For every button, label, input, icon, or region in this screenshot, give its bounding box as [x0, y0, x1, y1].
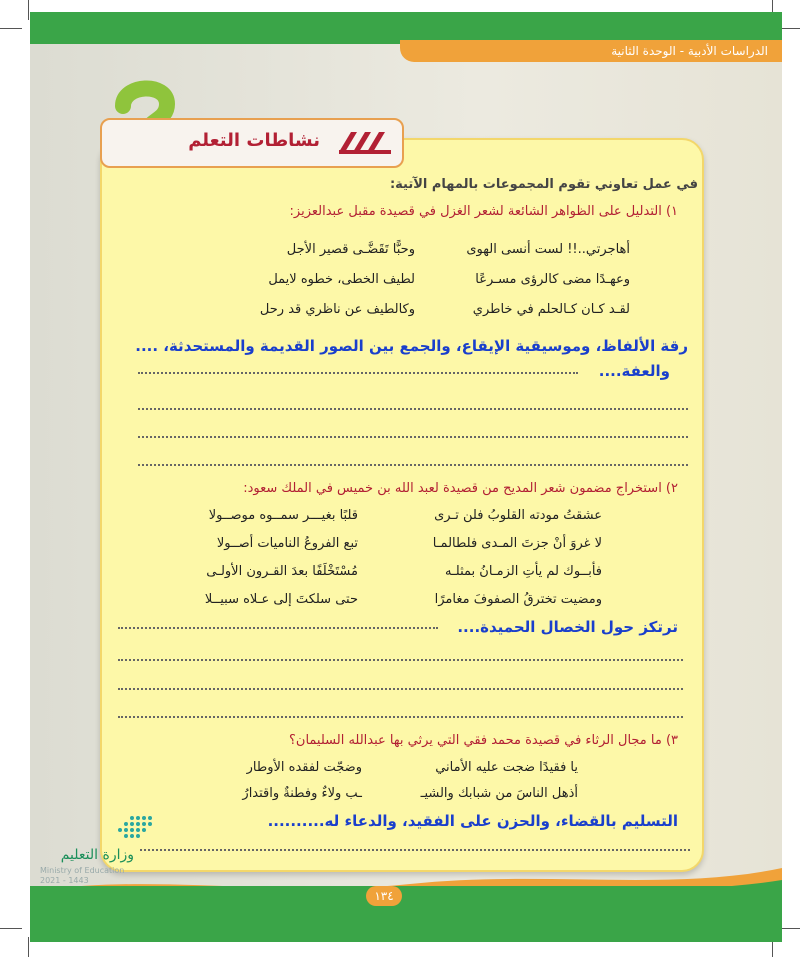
ministry-name: وزارة التعليم	[60, 847, 134, 863]
verse-left: قلبًا بغيـــر سمــوه موصــولا	[208, 508, 358, 523]
verse-left: تبع الفروعُ الناميات أصــولا	[216, 536, 358, 551]
verse-left: حتى سلكتَ إلى عـلاه سبيــلا	[204, 592, 358, 607]
answer-line	[138, 398, 688, 410]
verse-left: ـب ولاءٌ وفطنةٌ واقتدارُ	[242, 786, 362, 801]
verse-right: ومضيت تخترقُ الصفوفَ مغامرًا	[434, 592, 602, 607]
crop-mark	[0, 28, 22, 29]
answer-line	[140, 839, 690, 851]
task3-answer: التسليم بالقضاء، والحزن على الفقيد، والدعاء له..........	[267, 812, 678, 830]
verse-right: أذهل الناسَ من شبابك والشيـ	[420, 786, 578, 801]
ministry-name-en: Ministry of Education	[40, 866, 125, 875]
answer-line	[138, 362, 578, 374]
verse-left: وحبًّا تَقَضَّـى قصير الأجل	[286, 242, 415, 257]
bottom-bar	[30, 886, 782, 942]
verse-left: وكالطيف عن ناظري قد رحل	[259, 302, 415, 317]
task3-prompt: ٣) ما مجال الرثاء في قصيدة محمد فقي التي يرثي بها عبدالله السليمان؟	[289, 733, 678, 748]
answer-line	[138, 454, 688, 466]
crop-mark	[28, 937, 29, 957]
verse-left: مُسْتَخْلَفًا بعدَ القـرون الأولـى	[206, 564, 358, 579]
verse-right: عشقتُ مودته القلوبُ فلن تـرى	[434, 508, 602, 523]
verse-right: فأبــوك لم يأتِ الزمـانُ بمثلـه	[445, 564, 602, 579]
page-number: ١٣٤	[366, 886, 402, 906]
edition-year: 2021 - 1443	[40, 876, 89, 885]
verse-left: لطيف الخطى، خطوه لايمل	[268, 272, 415, 287]
task1-prompt: ١) التدليل على الظواهر الشائعة لشعر الغزل في قصيدة مقبل عبدالعزيز:	[289, 204, 678, 219]
answer-line	[118, 617, 438, 629]
section-label: الدراسات الأدبية - الوحدة الثانية	[400, 40, 782, 62]
banner-title: نشاطات التعلم	[188, 130, 320, 151]
verse-left: وضجّت لفقده الأوطار	[246, 760, 362, 775]
answer-line	[118, 678, 683, 690]
answer-line	[138, 426, 688, 438]
answer-line	[118, 649, 683, 661]
task1-answer-continued: والعفة....	[598, 362, 670, 380]
banner-stripes-icon	[335, 128, 393, 156]
intro-text: في عمل تعاوني تقوم المجموعات بالمهام الآتية:	[389, 177, 698, 192]
verse-right: لقـد كـان كـالحلم في خاطري	[472, 302, 630, 317]
crop-mark	[28, 0, 29, 20]
answer-line	[118, 706, 683, 718]
task2-prompt: ٢) استخراج مضمون شعر المديح من قصيدة لعبد الله بن خميس في الملك سعود:	[243, 481, 678, 496]
crop-mark	[0, 928, 22, 929]
verse-right: أهاجرتي..!! لست أنسى الهوى	[466, 242, 630, 257]
verse-right: يا فقيدًا ضجت عليه الأماني	[435, 760, 578, 775]
task2-answer: ترتكز حول الخصال الحميدة....	[457, 618, 678, 636]
verse-right: لا غروَ أنْ جزتَ المـدى فلطالمـا	[432, 536, 602, 551]
verse-right: وعهـدًا مضى كالرؤى مسـرعًا	[475, 272, 630, 287]
task1-answer: رقة الألفاظ، وموسيقية الإيقاع، والجمع بين الصور القديمة والمستحدثة، ....	[135, 337, 688, 355]
